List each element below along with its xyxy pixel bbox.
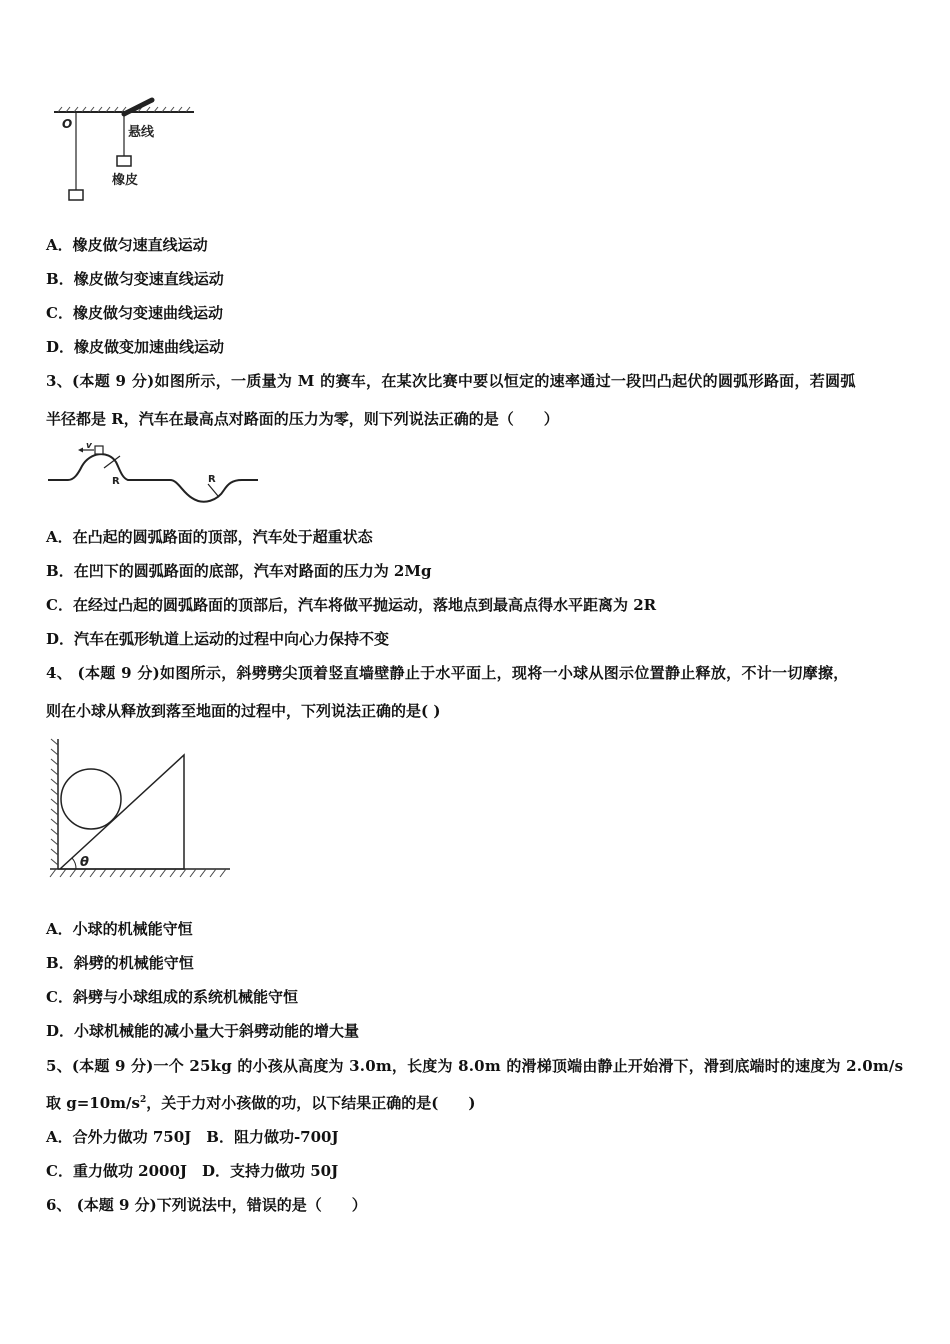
figure3-label-r2: R — [208, 474, 216, 485]
q4-option-c: C．斜劈与小球组成的系统机械能守恒 — [46, 988, 298, 1006]
q5-options-row2: C．重力做功 2000J D．支持力做功 50J — [46, 1162, 339, 1180]
figure3-label-r1: R — [112, 476, 120, 487]
figure1-label-string: 悬线 — [128, 125, 155, 140]
q5-options-row1: A．合外力做功 750J B．阻力做功-700J — [46, 1128, 339, 1146]
figure3-label-v: v — [86, 441, 92, 451]
q3-option-c: C．在经过凸起的圆弧路面的顶部后，汽车将做平抛运动，落地点到最高点得水平距离为 2R — [46, 596, 657, 614]
bumpy-road-figure — [46, 440, 261, 505]
q3-option-b: B．在凹下的圆弧路面的底部，汽车对路面的压力为 2Mg — [46, 562, 432, 580]
q2-option-b: B．橡皮做匀变速直线运动 — [46, 270, 224, 288]
q5-stem-line1: 5、(本题 9 分)一个 25kg 的小孩从高度为 3.0m，长度为 8.0m 的滑梯顶端由静止开始滑下，滑到底端时的速度为 2.0m/s — [46, 1057, 904, 1075]
q4-option-d: D．小球机械能的减小量大于斜劈动能的增大量 — [46, 1022, 360, 1040]
q3-option-d: D．汽车在弧形轨道上运动的过程中向心力保持不变 — [46, 630, 390, 648]
q5-stem-line2: 取 $g=10m/s^2$，关于力对小孩做的功，以下结果正确的是( ) — [46, 1094, 476, 1112]
figure1-label-eraser: 橡皮 — [112, 173, 139, 188]
q4-option-a: A．小球的机械能守恒 — [46, 920, 193, 938]
q2-option-a: A．橡皮做匀速直线运动 — [46, 236, 208, 254]
figure4-label-theta: θ — [80, 855, 89, 870]
q3-option-a: A．在凸起的圆弧路面的顶部，汽车处于超重状态 — [46, 528, 373, 546]
eraser-string-figure — [46, 92, 206, 207]
wedge-ball-figure — [46, 735, 236, 885]
q6-stem-line1: 6、 (本题 9 分)下列说法中，错误的是（ ） — [46, 1196, 367, 1214]
figure1-label-o: O — [62, 117, 73, 131]
q2-option-c: C．橡皮做匀变速曲线运动 — [46, 304, 223, 322]
q3-stem-line1: 3、(本题 9 分)如图所示，一质量为 M 的赛车，在某次比赛中要以恒定的速率通过一段凹凸起伏的圆弧形路面，若圆弧 — [46, 372, 856, 390]
q4-option-b: B．斜劈的机械能守恒 — [46, 954, 194, 972]
q3-stem-line2: 半径都是 R，汽车在最高点对路面的压力为零，则下列说法正确的是（ ） — [46, 410, 559, 428]
q2-option-d: D．橡皮做变加速曲线运动 — [46, 338, 225, 356]
q4-stem-line2: 则在小球从释放到落至地面的过程中，下列说法正确的是( ) — [46, 702, 441, 720]
q4-stem-line1: 4、 (本题 9 分)如图所示，斜劈劈尖顶着竖直墙壁静止于水平面上，现将一小球从图示位置静止释放，不计一切摩擦， — [46, 664, 849, 682]
